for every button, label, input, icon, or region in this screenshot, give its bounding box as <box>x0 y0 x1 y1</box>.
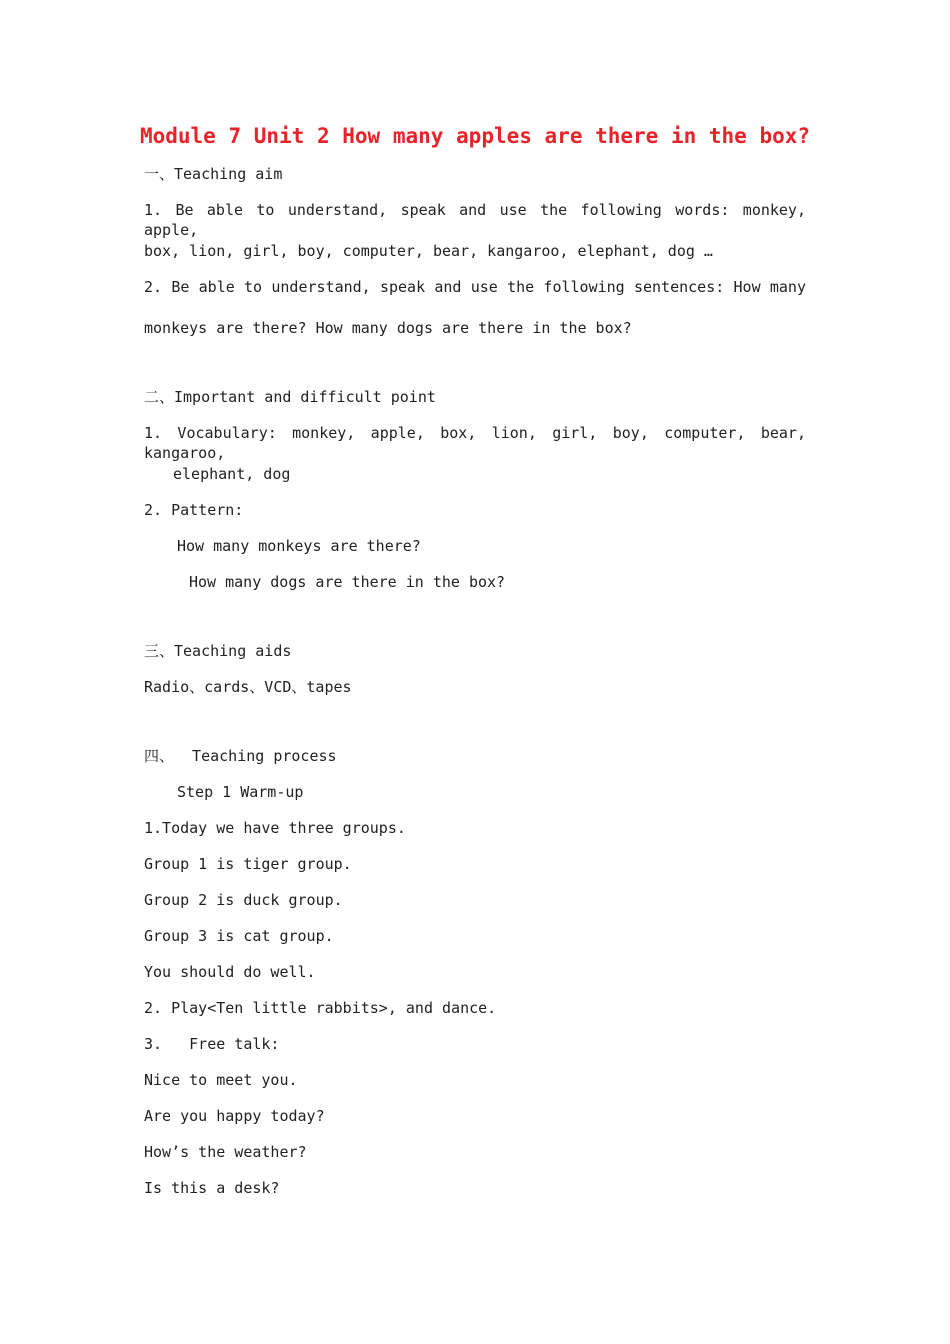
section-heading-teaching-process: 四、 Teaching process <box>144 747 337 765</box>
vocabulary-line-2: elephant, dog <box>173 465 291 483</box>
process-line: Group 1 is tiger group. <box>144 855 352 873</box>
document-title: Module 7 Unit 2 How many apples are there in the box? <box>139 124 811 148</box>
section-heading-teaching-aids: 三、Teaching aids <box>144 642 292 660</box>
teaching-aids-list: Radio、cards、VCD、tapes <box>144 678 352 696</box>
pattern-sentence-2: How many dogs are there in the box? <box>189 573 506 591</box>
process-line: Is this a desk? <box>144 1179 280 1197</box>
section-heading-important-point: 二、Important and difficult point <box>144 388 436 406</box>
pattern-sentence-1: How many monkeys are there? <box>177 537 421 555</box>
process-line: How’s the weather? <box>144 1143 307 1161</box>
step-1-heading: Step 1 Warm-up <box>177 783 304 801</box>
vocabulary-line-1: 1. Vocabulary: monkey, apple, box, lion, girl, boy, computer, bear, kangaroo, <box>144 424 806 462</box>
process-line: 2. Play<Ten little rabbits>, and dance. <box>144 999 497 1017</box>
process-line: Group 2 is duck group. <box>144 891 343 909</box>
process-line: Are you happy today? <box>144 1107 325 1125</box>
process-line: 3. Free talk: <box>144 1035 280 1053</box>
process-line: Group 3 is cat group. <box>144 927 334 945</box>
pattern-label: 2. Pattern: <box>144 501 244 519</box>
aim-item-1-line-2: box, lion, girl, boy, computer, bear, kangaroo, elephant, dog … <box>144 242 713 260</box>
process-line: You should do well. <box>144 963 316 981</box>
section-heading-teaching-aim: 一、Teaching aim <box>144 165 283 183</box>
process-line: Nice to meet you. <box>144 1071 298 1089</box>
aim-item-2-line-2: monkeys are there? How many dogs are there in the box? <box>144 319 632 337</box>
process-line: 1.Today we have three groups. <box>144 819 406 837</box>
aim-item-1-line-1: 1. Be able to understand, speak and use the following words: monkey, apple, <box>144 201 806 239</box>
aim-item-2-line-1: 2. Be able to understand, speak and use the following sentences: How many <box>144 278 806 296</box>
